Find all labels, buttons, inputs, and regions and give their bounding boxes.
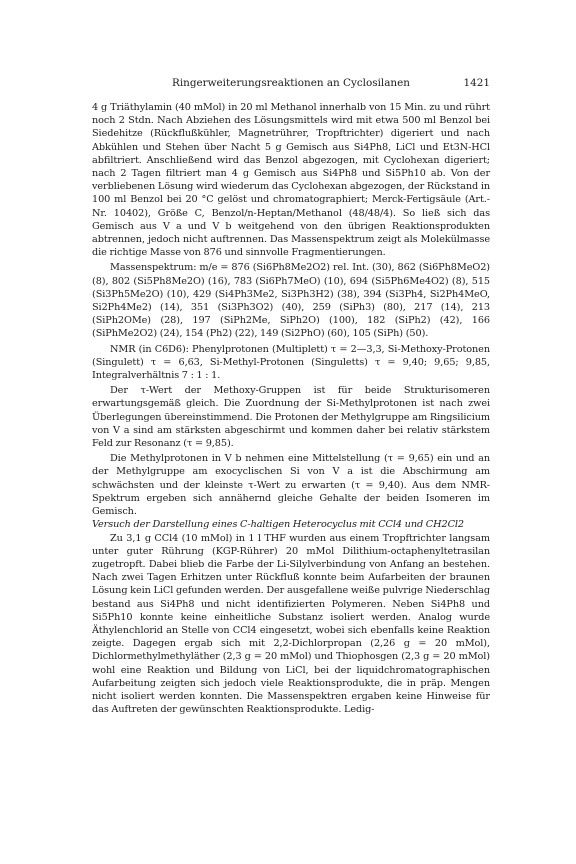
paragraph-mass-spectrum: Massenspektrum: m/e = 876 (Si6Ph8Me2O2) rel. Int. (30), 862 (Si6Ph8MeO2) (8), 802 (Si5Ph8Me2O) (16), 783 (Si6Ph7MeO) (10), 694 (Si5Ph6Me4O2) (8), 515 (Si3Ph5Me2O) (10), 429 (Si4Ph3Me2, Si3Ph3H2) (38), 394 (Si3Ph4, Si2Ph4MeO, Si2Ph4Me2) (14), 351 (Si3Ph3O2) (40), 259 (SiPh3) (80), 217 (14), 213 (SiPh2OMe) (28), 197 (SiPh2Me, SiPh2O) (100), 182 (SiPh2) (42), 166 (SiPhMe2O2) (24), 154 (Ph2) (22), 149 (Si2PhO) (60), 105 (SiPh) (50). xyxy=(92,262,490,340)
page-number: 1421 xyxy=(463,77,490,89)
paragraph-methoxy-discussion: Der τ-Wert der Methoxy-Gruppen ist für beide Strukturisomeren erwartungsgemäß gleich. Die Zuordnung der Si-Methylprotonen ist nach zwei Überlegungen übereinstimmend. Die Protonen der Methylgruppe am Ringsilicium von V a sind am stärksten abgeschirmt und kommen daher bei relativ stärkstem Feld zur Resonanz (τ = 9,85). xyxy=(92,385,490,450)
paragraph-methyl-discussion: Die Methylprotonen in V b nehmen eine Mittelstellung (τ = 9,65) ein und an der Methylgruppe am exocyclischen Si von V a ist die Abschirmung am schwächsten und der kleinste τ-Wert zu erwarten (τ = 9,40). Aus dem NMR-Spektrum ergeben sich annähernd gleiche Gehalte der beiden Isomeren im Gemisch. xyxy=(92,453,490,518)
section-heading: Versuch der Darstellung eines C-haltigen Heterocyclus mit CCl4 und CH2Cl2 xyxy=(92,519,465,531)
paragraph-heterocycle-attempt: Zu 3,1 g CCl4 (10 mMol) in 1 l THF wurden aus einem Tropftrichter langsam unter guter Rührung (KGP-Rührer) 20 mMol Dilithium-octaphenyltetrasilan zugetropft. Dabei blieb die Farbe der Li-Silylverbindung von Anfang an bestehen. Nach zwei Tagen Erhitzen unter Rückfluß konnte beim Aufarbeiten der braunen Lösung kein LiCl gefunden werden. Der ausgefallene weiße pulvrige Niederschlag bestand aus Si4Ph8 und nicht identifizierten Polymeren. Neben Si4Ph8 und Si5Ph10 konnte keine einheitliche Substanz isoliert werden. Analog wurde Äthylenchlorid an Stelle von CCl4 eingesetzt, wobei sich ebenfalls keine Reaktion zeigte. Dagegen ergab sich mit 2,2-Dichlorpropan (2,26 g = 20 mMol), Dichlormethylmethyläther (2,3 g = 20 mMol) und Thiophosgen (2,3 g = 20 mMol) wohl eine Reaktion und Bildung von LiCl, bei der liquidchromatographischen Aufarbeitung zeigten sich jedoch viele Reaktionsprodukte, die in präp. Mengen nicht isoliert werden konnten. Die Massenspektren ergaben keine Hinweise für das Auftreten der gewünschten Reaktionsprodukte. Ledig- xyxy=(92,532,490,716)
running-title: Ringerweiterungsreaktionen an Cyclosilanen xyxy=(172,77,410,89)
paragraph-nmr: NMR (in C6D6): Phenylprotonen (Multiplett) τ = 2—3,3, Si-Methoxy-Protonen (Singulett) τ = 6,63, Si-Methyl-Protonen (Singuletts) τ = 9,40; 9,65; 9,85, Integralverhältnis 7 : 1 : 1. xyxy=(92,343,490,382)
page-header xyxy=(92,76,490,90)
paragraph-procedure: 4 g Triäthylamin (40 mMol) in 20 ml Methanol innerhalb von 15 Min. zu und rührt noch 2 Stdn. Nach Abziehen des Lösungsmittels wird mit etwa 500 ml Benzol bei Siedehitze (Rückflußkühler, Magnetrührer, Tropftrichter) digeriert und nach Abkühlen und Stehen über Nacht 5 g Gemisch aus Si4Ph8, LiCl und Et3N-HCl abfiltriert. Anschließend wird das Benzol abgezogen, mit Cyclohexan digeriert; nach 2 Tagen filtriert man 4 g Gemisch aus Si4Ph8 und Si5Ph10 ab. Von der verbliebenen Lösung wird wiederum das Cyclohexan abgezogen, der Rückstand in 100 ml Benzol bei 20 °C gelöst und chromatographiert; Merck-Fertigsäule (Art.-Nr. 10402), Größe C, Benzol/n-Heptan/Methanol (48/48/4). So ließ sich das Gemisch aus V a und V b weitgehend von den übrigen Reaktionsprodukten abtrennen, jedoch nicht auftrennen. Das Massenspektrum zeigt als Molekülmasse die richtige Masse von 876 und sinnvolle Fragmentierungen. xyxy=(92,102,490,259)
body-text xyxy=(92,101,490,716)
